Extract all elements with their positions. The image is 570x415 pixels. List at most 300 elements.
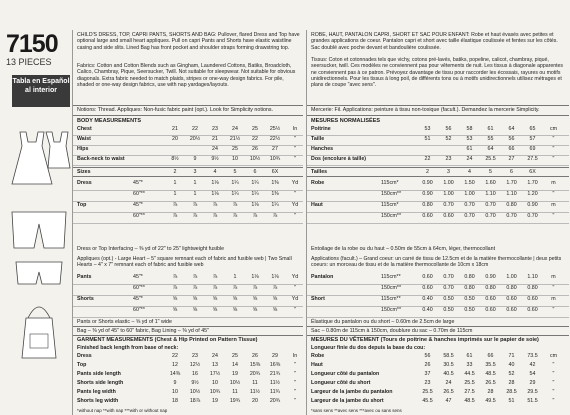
- cell-value: 19¾: [229, 398, 241, 404]
- cell-value: 11: [232, 389, 238, 395]
- cell-value: 0.80: [422, 202, 433, 208]
- cell-value: 0.70: [443, 285, 454, 291]
- row-label: Largeur de la jambe du short: [311, 398, 384, 404]
- cell-value: 26: [252, 353, 258, 359]
- cell-value: 54: [529, 371, 536, 377]
- cell-value: 14⅜: [169, 371, 181, 377]
- cell-value: 0.60: [527, 296, 538, 302]
- description-en: CHILD'S DRESS, TOP, CAPRI PANTS, SHORTS AND BAG: Pullover, flared Dress and Top have optional large and small heart appliques. Pull on capri Pants and Shorts have elastic waistline casing and side slits. Lined Bag has front pocket and shoulder straps forming drawstring top.: [77, 32, 300, 51]
- cell-value: 22: [252, 136, 258, 142]
- cell-value: 1.60: [485, 180, 496, 186]
- cell-value: 16⅜: [269, 362, 281, 368]
- cell-value: 45.5: [422, 398, 433, 404]
- cell-value: 25.5: [422, 389, 433, 395]
- cell-value: 29: [529, 380, 536, 386]
- cell-value: 13: [212, 362, 218, 368]
- cell-value: 0.60: [485, 307, 496, 313]
- cell-value: 6: [510, 169, 513, 175]
- cell-value: 0.70: [485, 202, 496, 208]
- fabric-width: 115cm*: [381, 202, 399, 208]
- cell-value: ⅞: [212, 285, 218, 291]
- cell-value: 19: [232, 371, 238, 377]
- cell-value: 5: [489, 169, 492, 175]
- cell-value: cm: [549, 353, 558, 359]
- cell-value: ": [294, 191, 296, 197]
- fabric-width: 150cm**: [381, 191, 402, 197]
- cell-value: 0.80: [506, 202, 517, 208]
- cell-value: 48.5: [485, 371, 496, 377]
- cell-value: 0.50: [464, 296, 475, 302]
- cell-value: m: [551, 202, 556, 208]
- cell-value: 24: [466, 156, 473, 162]
- cell-value: 22½: [269, 136, 281, 142]
- cell-value: 1.10: [527, 274, 538, 280]
- cell-value: 10¾: [269, 156, 281, 162]
- body-measurements-heading: BODY MEASUREMENTS: [77, 118, 142, 124]
- cell-value: 0.70: [506, 213, 517, 219]
- cell-value: 12½: [189, 362, 201, 368]
- cell-value: ⅝: [252, 307, 258, 313]
- cell-value: 47: [445, 398, 452, 404]
- row-label: Dos (encolure à taille): [311, 156, 367, 162]
- cell-value: 0.80: [485, 285, 496, 291]
- fabric-width: 115cm**: [381, 274, 401, 280]
- cell-value: 1.00: [443, 180, 454, 186]
- vetement-heading: MESURES DU VÊTEMENT (Tours de poitrine & hanches imprimés sur le papier de soie): [311, 337, 539, 343]
- applications-fr: Applications (facult.) – Grand coeur: un carré de tissu de 12.5cm et de la matière thermocollante | deux petits coeurs: un morceau de tissu et de la matière thermocollante de 10cm x 18cm: [311, 256, 562, 269]
- cell-value: 22: [192, 126, 198, 132]
- cell-value: 25.5: [464, 380, 475, 386]
- cell-value: ⅞: [232, 202, 238, 208]
- row-label: Longueur côté du pantalon: [311, 371, 380, 377]
- cell-value: ⅞: [252, 285, 258, 291]
- mercerie-fr: Mercerie: Fil. Applications: peinture à tissu non-toxique (facult.). Demandez la mercerie Simplicity.: [311, 107, 540, 113]
- cell-value: ⅞: [172, 274, 178, 280]
- cell-value: ⅞: [192, 213, 198, 219]
- garment-measurements-heading: GARMENT MEASUREMENTS (Chest & Hip Printed on Pattern Tissue): [77, 337, 258, 343]
- cell-value: ": [294, 380, 296, 386]
- cell-value: 10: [212, 380, 218, 386]
- cell-value: 14: [232, 362, 238, 368]
- cell-value: ": [552, 146, 555, 152]
- row-label: Pants side length: [77, 371, 121, 377]
- cell-value: 11¾: [270, 389, 280, 395]
- row-label: Largeur de la jambe du pantalon: [311, 389, 393, 395]
- cell-value: 1⅛: [211, 191, 219, 197]
- cell-value: ⅞: [272, 285, 278, 291]
- cell-value: 23: [445, 156, 452, 162]
- cell-value: 20¾: [269, 398, 281, 404]
- cell-value: 21: [172, 126, 178, 132]
- cell-value: 0.80: [506, 285, 517, 291]
- row-label: Tailles: [311, 169, 328, 175]
- cell-value: 9½: [211, 156, 219, 162]
- longueur-note-fr: Longueur finie du dos depuis la base du cou:: [311, 345, 426, 351]
- fabric-width: 150cm**: [381, 213, 402, 219]
- cell-value: ": [294, 362, 296, 368]
- cell-value: 24: [212, 146, 218, 152]
- cell-value: 21¾: [269, 371, 281, 377]
- cell-value: ": [294, 213, 296, 219]
- cell-value: 3: [447, 169, 450, 175]
- cell-value: ": [294, 136, 296, 142]
- footnote-en: *without nap **with nap ***with or without nap: [77, 408, 168, 413]
- cell-value: ": [552, 136, 555, 142]
- fabric-width: 45"*: [133, 202, 143, 208]
- cell-value: 6X: [271, 169, 279, 175]
- cell-value: 22: [424, 156, 431, 162]
- cell-value: 20½: [189, 136, 201, 142]
- cell-value: 24: [445, 380, 452, 386]
- cell-value: ": [552, 398, 555, 404]
- row-label: Shorts: [77, 296, 94, 302]
- cell-value: 1¼: [271, 202, 279, 208]
- row-label: Back-neck to waist: [77, 156, 125, 162]
- cell-value: ": [294, 156, 296, 162]
- cell-value: 1¼: [231, 180, 239, 186]
- appliques-en: Appliques (opt.) - Large Heart – 5" square remnant each of fabric and fusible web | Two Small Hearts – 4" x 7" remnant each of fabric and fusible web: [77, 256, 292, 269]
- cell-value: 58.5: [443, 353, 454, 359]
- row-label: Taille: [311, 136, 325, 142]
- cell-value: 49.5: [485, 398, 496, 404]
- fabric-width: 115cm*: [381, 180, 399, 186]
- cell-value: cm: [549, 126, 558, 132]
- cell-value: 44.5: [464, 371, 475, 377]
- cell-value: ⅞: [212, 213, 218, 219]
- cell-value: ⅝: [232, 307, 238, 313]
- cell-value: 0.60: [422, 274, 433, 280]
- cell-value: 71: [508, 353, 515, 359]
- cell-value: 0.60: [485, 296, 496, 302]
- cell-value: 27: [508, 156, 515, 162]
- cell-value: 1: [173, 191, 177, 197]
- cell-value: ⅝: [192, 296, 198, 302]
- pants-sketch: [8, 210, 70, 250]
- cell-value: ⅝: [272, 296, 278, 302]
- pattern-number: 7150: [6, 30, 58, 58]
- row-label: Poitrine: [311, 126, 331, 132]
- fabric-width: 45"*: [133, 180, 143, 186]
- cell-value: 23: [424, 380, 431, 386]
- english-section: [72, 30, 303, 415]
- cell-value: 66: [487, 353, 494, 359]
- row-label: Top: [77, 362, 87, 368]
- cell-value: 27.5: [527, 156, 538, 162]
- fabric-width: 45"*: [133, 274, 143, 280]
- cell-value: 0.50: [443, 296, 454, 302]
- cell-value: 25: [232, 146, 238, 152]
- cell-value: 1.70: [506, 180, 517, 186]
- cell-value: 0.90: [485, 274, 496, 280]
- cell-value: 56: [508, 136, 515, 142]
- cell-value: 10½: [189, 389, 201, 395]
- cell-value: 10½: [249, 156, 261, 162]
- description-fr: ROBE, HAUT, PANTALON CAPRI, SHORT ET SAC POUR ENFANT: Robe et haut évasés avec petites et grandes applications de coeur. Pantalon capri et short avec taille élastique coulissée et fentes sur les côtés. Sac doublé avec poche devant et bandoulière coulissée.: [311, 32, 558, 51]
- cell-value: 22: [172, 353, 178, 359]
- cell-value: 61: [466, 146, 473, 152]
- cell-value: ": [552, 380, 555, 386]
- fabric-width: 115cm**: [381, 296, 401, 302]
- cell-value: 53: [424, 126, 431, 132]
- cell-value: 51: [424, 136, 431, 142]
- cell-value: 16: [192, 371, 198, 377]
- cell-value: 1⅜: [271, 191, 279, 197]
- cell-value: 9: [173, 380, 177, 386]
- cell-value: Yd: [291, 180, 299, 186]
- cell-value: 0.70: [443, 202, 454, 208]
- cell-value: 35.5: [485, 362, 496, 368]
- cell-value: m: [551, 180, 556, 186]
- cell-value: ⅝: [192, 307, 198, 313]
- cell-value: 28: [487, 389, 494, 395]
- cell-value: ⅞: [232, 213, 238, 219]
- cell-value: ⅝: [172, 296, 178, 302]
- row-label: Chest: [77, 126, 92, 132]
- cell-value: ": [552, 371, 555, 377]
- cell-value: 1.20: [527, 191, 538, 197]
- cell-value: 1¼: [251, 180, 259, 186]
- row-label: Robe: [311, 180, 325, 186]
- fabric-width: 60"**: [133, 213, 145, 219]
- french-section: [306, 30, 569, 415]
- cell-value: 56: [445, 126, 452, 132]
- row-label: Pantalon: [311, 274, 334, 280]
- cell-value: 0.50: [464, 307, 475, 313]
- cell-value: 10¾: [209, 389, 221, 395]
- cell-value: ⅝: [212, 296, 218, 302]
- sac-fr: Sac – 0.80m de 115cm à 150cm, doublure du sac – 0.70m de 115cm: [311, 328, 473, 334]
- cell-value: 21: [212, 136, 218, 142]
- row-label: Pants leg width: [77, 389, 116, 395]
- cell-value: 11½: [270, 380, 280, 386]
- cell-value: 9½: [191, 380, 199, 386]
- notions-en: Notions: Thread. Appliques: Non-fusic fabric paint (opt.). Look for Simplicity notions.: [77, 107, 273, 113]
- cell-value: 30.5: [443, 362, 454, 368]
- cell-value: ": [552, 362, 555, 368]
- cell-value: 64: [508, 126, 515, 132]
- cell-value: ⅞: [212, 274, 218, 280]
- cell-value: 1.10: [506, 191, 517, 197]
- cell-value: 1⅛: [211, 180, 219, 186]
- cell-value: 20: [172, 136, 178, 142]
- cell-value: 0.50: [443, 307, 454, 313]
- elastique-fr: Élastique du pantalon ou du short – 0.60m de 2.5cm de large: [311, 319, 455, 325]
- cell-value: 28: [508, 380, 515, 386]
- cell-value: 73.5: [527, 353, 538, 359]
- cell-value: 1⅛: [271, 274, 279, 280]
- cell-value: In: [292, 126, 298, 132]
- row-label: Hips: [77, 146, 89, 152]
- row-label: Haut: [311, 362, 323, 368]
- cell-value: 24: [232, 126, 238, 132]
- entoilage-fr: Entoilage de la robe ou du haut – 0.50m de 55cm à 64cm, léger, thermocollant: [311, 246, 496, 252]
- row-label: Shorts leg width: [77, 398, 119, 404]
- cell-value: 12: [172, 362, 178, 368]
- row-label: Top: [77, 202, 87, 208]
- row-label: Longueur côté du short: [311, 380, 371, 386]
- cell-value: ⅞: [212, 202, 218, 208]
- cell-value: 10½: [229, 380, 241, 386]
- row-label: Shorts side length: [77, 380, 124, 386]
- row-label: Dress: [77, 180, 92, 186]
- cell-value: 3: [193, 169, 197, 175]
- cell-value: 10: [172, 389, 178, 395]
- cell-value: 6X: [529, 169, 536, 175]
- cell-value: 0.90: [422, 180, 433, 186]
- bag-sketch: [12, 302, 66, 362]
- cell-value: 0.60: [506, 296, 517, 302]
- cell-value: 33: [466, 362, 473, 368]
- cell-value: 69: [529, 146, 536, 152]
- cell-value: 29: [272, 353, 278, 359]
- cell-value: ": [294, 285, 296, 291]
- cell-value: 27: [272, 146, 278, 152]
- cell-value: 1.00: [464, 191, 475, 197]
- cell-value: 58: [466, 126, 473, 132]
- cell-value: 64: [487, 146, 494, 152]
- cell-value: ⅞: [252, 213, 258, 219]
- cell-value: 1¼: [231, 191, 239, 197]
- cell-value: ": [552, 213, 555, 219]
- cell-value: ⅞: [172, 285, 178, 291]
- cell-value: 9: [193, 156, 197, 162]
- cell-value: Yd: [291, 274, 299, 280]
- cell-value: 27.5: [464, 389, 475, 395]
- cell-value: 0.70: [443, 274, 454, 280]
- cell-value: ⅞: [172, 213, 178, 219]
- cell-value: 2: [426, 169, 429, 175]
- cell-value: 0.70: [485, 213, 496, 219]
- cell-value: 25: [232, 353, 238, 359]
- cell-value: ": [294, 371, 296, 377]
- fabrics-en: Fabrics: Cotton and Cotton Blends such as Gingham, Laundered Cottons, Batiks, Broadcloth, Calico, Chambray, Pique, Seersucker, Twill. Not suitable for sleepwear. Not suitable for obvious diagonals. Extra fabric needed to match plaids, stripes or one-way design fabrics. For pile, shaded or one-way design fabrics, use with nap yardages/layouts.: [77, 63, 296, 88]
- cell-value: 6: [253, 169, 257, 175]
- shorts-sketch: [12, 260, 66, 288]
- cell-value: ⅝: [232, 296, 238, 302]
- cell-value: 1.10: [485, 191, 496, 197]
- cell-value: 8½: [171, 156, 179, 162]
- cell-value: 0.60: [422, 285, 433, 291]
- cell-value: 21½: [229, 136, 241, 142]
- cell-value: 51.5: [527, 398, 538, 404]
- cell-value: 1.00: [506, 274, 517, 280]
- cell-value: 17½: [209, 371, 221, 377]
- cell-value: 42: [529, 362, 536, 368]
- cell-value: 48.5: [464, 398, 475, 404]
- spanish-badge: Tabla en Español al interior: [12, 75, 70, 107]
- row-label: Sizes: [77, 169, 91, 175]
- cell-value: 26: [424, 362, 431, 368]
- cell-value: 0.40: [422, 296, 433, 302]
- fabric-width: 150cm**: [381, 285, 402, 291]
- cell-value: ⅞: [172, 202, 178, 208]
- bag-en: Bag – ⅜ yd of 45" to 60" fabric, Bag Lining – ⅜ yd of 45": [77, 328, 209, 334]
- cell-value: 0.80: [464, 285, 475, 291]
- cell-value: ": [294, 146, 296, 152]
- cell-value: 52: [445, 136, 452, 142]
- cell-value: 18: [172, 398, 178, 404]
- cell-value: 0.90: [527, 202, 538, 208]
- cell-value: 61: [487, 126, 494, 132]
- cell-value: 1.70: [527, 180, 538, 186]
- row-label: Dress: [77, 353, 92, 359]
- cell-value: Yd: [291, 296, 299, 302]
- cell-value: 11½: [250, 389, 260, 395]
- cell-value: 0.80: [464, 274, 475, 280]
- cell-value: 61: [466, 353, 473, 359]
- cell-value: 37: [424, 371, 431, 377]
- cell-value: 66: [508, 146, 515, 152]
- cell-value: 23: [192, 353, 198, 359]
- cell-value: ⅞: [192, 202, 198, 208]
- row-label: Waist: [77, 136, 91, 142]
- cell-value: m: [551, 274, 556, 280]
- cell-value: ⅞: [232, 285, 238, 291]
- cell-value: Yd: [291, 202, 299, 208]
- cell-value: m: [551, 296, 556, 302]
- cell-value: 0.60: [443, 213, 454, 219]
- cell-value: 1¼: [251, 191, 259, 197]
- finished-note-en: Finished back length from base of neck:: [77, 345, 179, 351]
- row-label: Robe: [311, 353, 325, 359]
- cell-value: 4: [213, 169, 217, 175]
- interfacing-en: Dress or Top Interfacing – ⅜ yd of 22" to 25" lightweight fusible: [77, 246, 225, 252]
- cell-value: 56: [424, 353, 431, 359]
- cell-value: 57: [529, 136, 536, 142]
- cell-value: 28.5: [506, 389, 517, 395]
- cell-value: 4: [468, 169, 471, 175]
- cell-value: ": [552, 389, 555, 395]
- cell-value: 19: [212, 398, 218, 404]
- mesures-heading: MESURES NORMALISÉES: [311, 118, 381, 124]
- cell-value: 20¾: [249, 371, 261, 377]
- cell-value: 18⅞: [189, 398, 201, 404]
- cell-value: 0.80: [527, 285, 538, 291]
- cell-value: ": [552, 156, 555, 162]
- cell-value: ": [552, 285, 555, 291]
- cell-value: 25½: [269, 126, 281, 132]
- cell-value: 29.5: [527, 389, 538, 395]
- cell-value: 1.50: [464, 180, 475, 186]
- cell-value: 0.70: [527, 213, 538, 219]
- cell-value: ⅝: [172, 307, 178, 313]
- cell-value: ": [294, 389, 296, 395]
- fabric-width: 60"**: [133, 307, 145, 313]
- cell-value: 55: [487, 136, 494, 142]
- cell-value: 0.90: [422, 191, 433, 197]
- dress-sketch: [6, 128, 72, 188]
- cell-value: 51: [508, 398, 515, 404]
- cell-value: 24: [212, 353, 218, 359]
- cell-value: 0.60: [527, 307, 538, 313]
- row-label: Hanches: [311, 146, 334, 152]
- cell-value: 1⅜: [271, 180, 279, 186]
- cell-value: 1.00: [443, 191, 454, 197]
- cell-value: 25: [252, 126, 258, 132]
- cell-value: ⅞: [192, 274, 198, 280]
- cell-value: ": [552, 191, 555, 197]
- cell-value: 53: [466, 136, 473, 142]
- pieces-count: 13 PIECES: [6, 57, 52, 67]
- cell-value: ⅞: [192, 285, 198, 291]
- cell-value: 11: [252, 380, 258, 386]
- cell-value: 23: [212, 126, 218, 132]
- fabric-width: 45"*: [133, 296, 143, 302]
- elastic-en: Pants or Shorts elastic – ⅝ yd of 1" wide: [77, 319, 172, 325]
- cell-value: 20: [252, 398, 258, 404]
- cell-value: 10: [232, 156, 238, 162]
- cell-value: 52: [508, 371, 515, 377]
